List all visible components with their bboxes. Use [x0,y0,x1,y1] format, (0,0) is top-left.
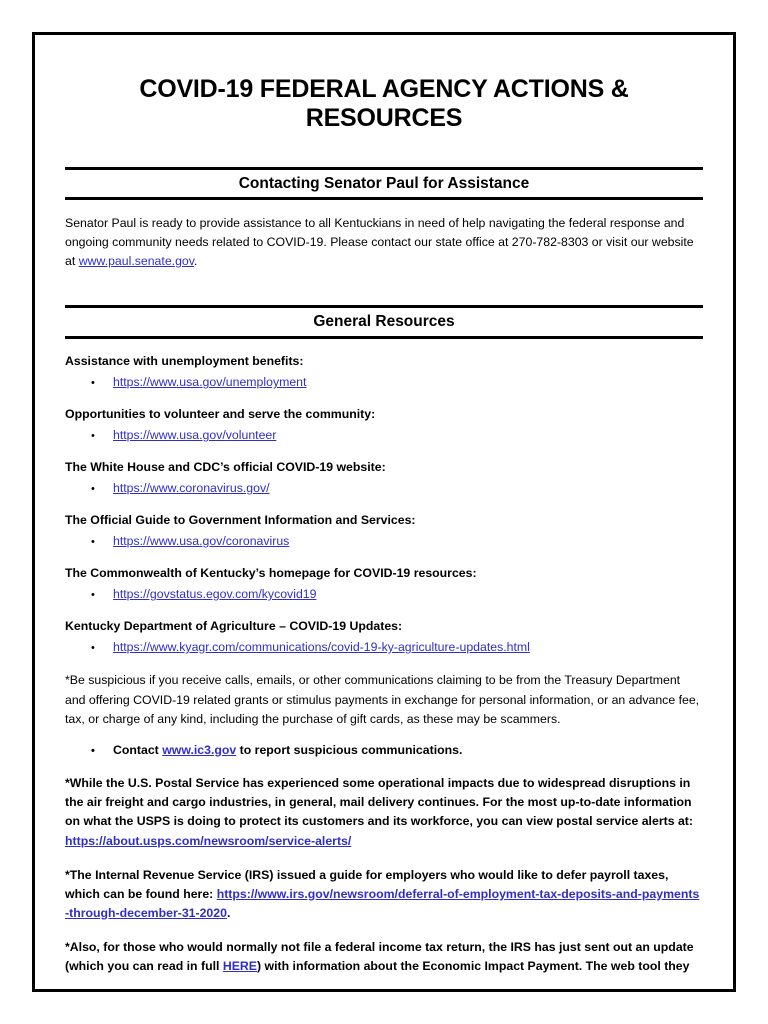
bullet-icon: • [91,744,95,757]
page-title: COVID-19 FEDERAL AGENCY ACTIONS & RESOURCES [139,75,629,132]
list-item [65,479,703,498]
irs-payroll-paragraph [65,866,703,923]
list-item [65,426,703,445]
list-item [65,585,703,604]
resource-heading: The Commonwealth of Kentucky’s homepage for COVID-19 resources: [65,565,477,580]
resource-link[interactable]: https://www.kyagr.com/communications/covid-19-ky-agriculture-updates.html [113,639,530,654]
bullet-icon: • [91,589,95,602]
scam-report-text [113,741,462,759]
resource-heading: The Official Guide to Government Information and Services: [65,512,416,527]
resource-link[interactable]: https://www.usa.gov/coronavirus [113,534,290,549]
scam-warning-paragraph: *Be suspicious if you receive calls, emails, or other communications claiming to be from the Treasury Department and offering COVID-19 related grants or stimulus payments in exchange for personal information, or an advance fee, tax, or charge of any kind, including the purchase of gift cards, as these may be scammers. [65,673,700,726]
senate-website-link[interactable]: www.paul.senate.gov [78,254,194,269]
contact-paragraph-text: Senator Paul is ready to provide assistance to all Kentuckians in need of help navigating the federal response and ongoing community needs related to COVID-19. Please contact our state office at 270-782-8303 or visit our website at [65,216,694,269]
irs-deferral-link[interactable]: https://www.irs.gov/newsroom/deferral-of-employment-tax-deposits-and-payments-through-december-31-2020 [65,886,700,920]
list-item [65,373,703,392]
resource-heading: Kentucky Department of Agriculture – COVID-19 Updates: [65,618,403,633]
bullet-icon: • [91,483,95,496]
resource-block [65,405,703,445]
document-page [32,32,736,992]
resource-heading: Assistance with unemployment benefits: [65,353,304,368]
bullet-icon: • [91,377,95,390]
bullet-icon: • [91,641,95,654]
resource-block [65,458,703,498]
resource-block [65,352,703,392]
usps-text: *While the U.S. Postal Service has experienced some operational impacts due to widespread disruptions in the air freight and cargo industries, in general, mail delivery continues. For the most up-to-date information on what the USPS is doing to protect its customers and its workforce, you can view postal service alerts at: [65,776,693,829]
bullet-icon: • [91,430,95,443]
resource-link[interactable]: https://govstatus.egov.com/kycovid19 [113,587,317,602]
usps-alerts-link[interactable]: https://about.usps.com/newsroom/service-alerts/ [65,833,352,848]
eip-text: *Also, for those who would normally not file a federal income tax return, the IRS has just sent out an update (which you can read in full [65,939,694,973]
resource-block [65,511,703,551]
resource-block [65,617,703,657]
resource-link[interactable]: https://www.coronavirus.gov/ [113,481,270,496]
ic3-link[interactable]: www.ic3.gov [162,742,237,757]
resource-heading: The White House and CDC’s official COVID-19 website: [65,459,386,474]
scam-report-suffix: to report suspicious communications. [236,742,463,757]
resource-link[interactable]: https://www.usa.gov/unemployment [113,375,307,390]
eip-here-link[interactable]: HERE [222,958,258,973]
scam-report-prefix: Contact [113,742,163,757]
section-header-general-resources [65,305,703,339]
list-item [65,532,703,551]
section-title-general-resources: General Resources [313,313,455,331]
usps-paragraph [65,774,703,850]
resource-link[interactable]: https://www.usa.gov/volunteer [113,428,277,443]
list-item [65,638,703,657]
irs-payroll-text: *The Internal Revenue Service (IRS) issued a guide for employers who would like to defer payroll taxes, which can be found here: [65,867,669,901]
resource-block [65,564,703,604]
page-content [35,35,733,976]
scam-report-list-item [65,741,703,760]
irs-payroll-tail: . [226,905,231,920]
section-header-contacting [65,167,703,201]
contact-paragraph-tail: . [193,254,198,269]
economic-impact-paragraph [65,938,703,976]
contact-paragraph [65,214,703,271]
resource-heading: Opportunities to volunteer and serve the community: [65,406,376,421]
bullet-icon: • [91,536,95,549]
section-title-contacting: Contacting Senator Paul for Assistance [238,174,530,192]
eip-text-tail: ) with information about the Economic Impact Payment. The web tool they [257,958,690,973]
